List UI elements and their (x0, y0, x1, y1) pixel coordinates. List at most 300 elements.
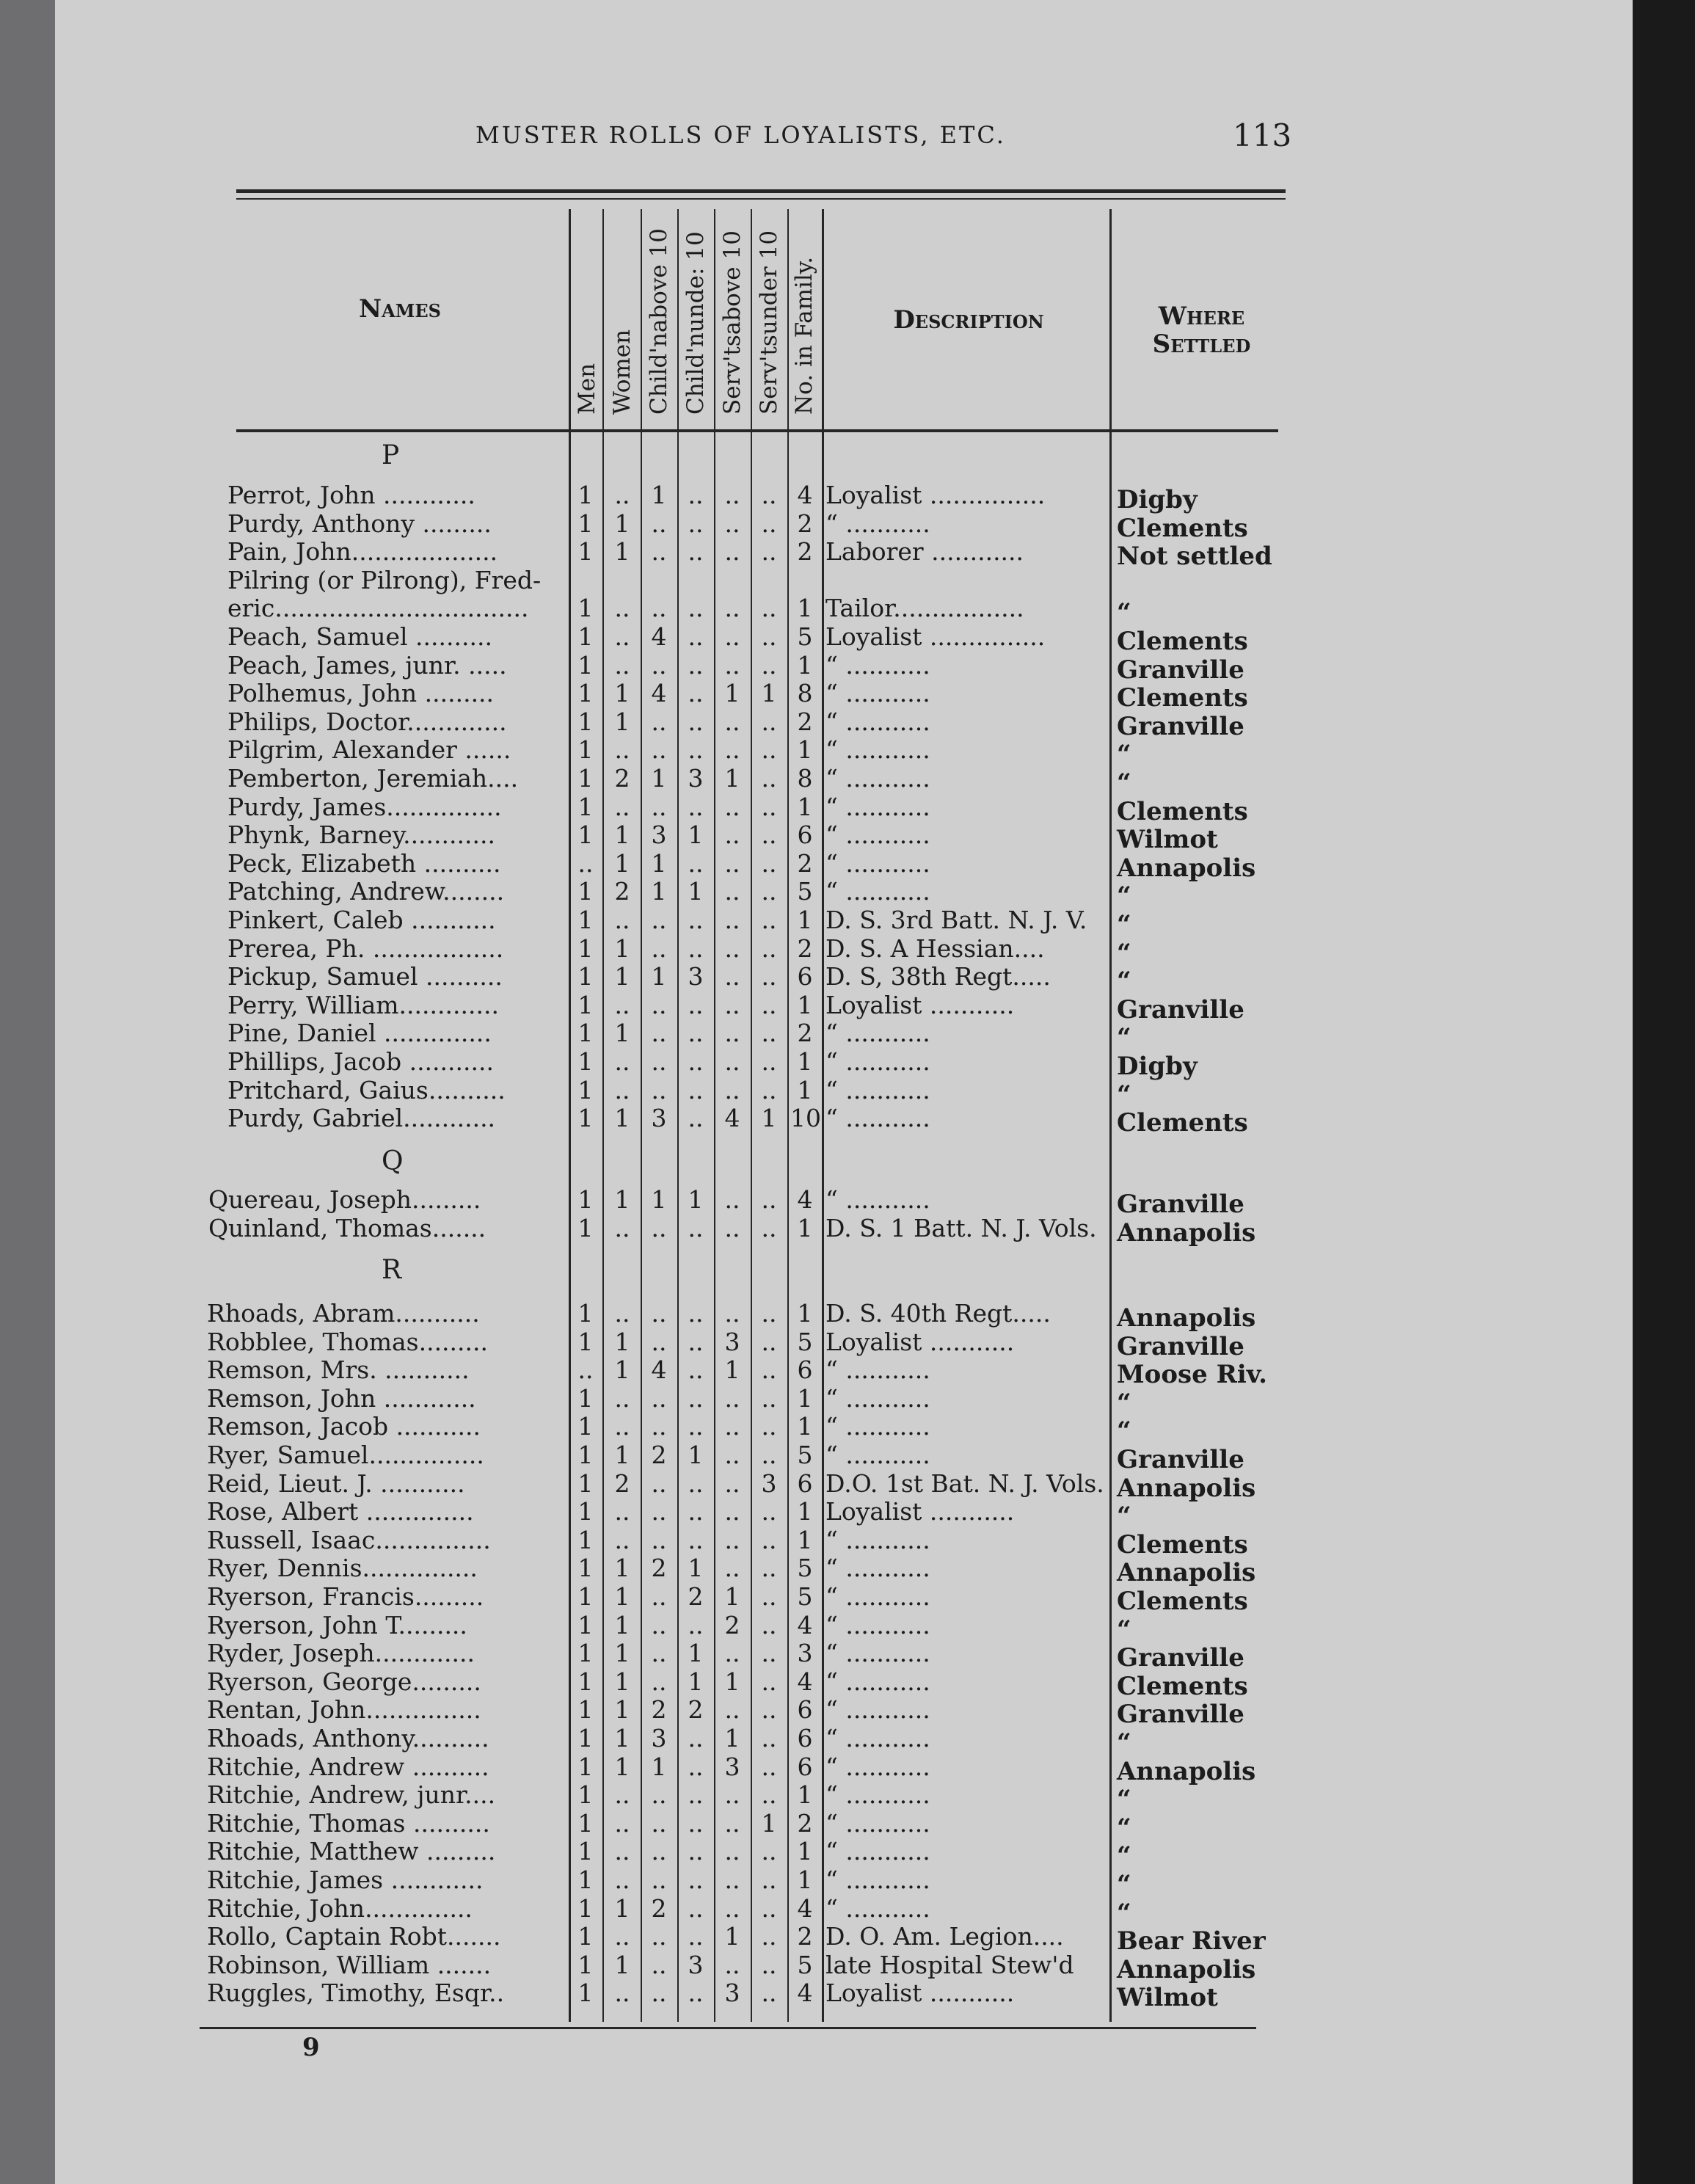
description-cell: “ ........... (825, 1582, 930, 1611)
description-cell: “ ........... (825, 1104, 930, 1132)
description-cell: late Hospital Stew'd (825, 1951, 1074, 1979)
where-settled-cell: Granville (1117, 1643, 1244, 1672)
name-cell: Remson, John ............ (207, 1384, 476, 1413)
serv-above-cell: 3 (724, 1979, 740, 2007)
child-under-cell: 1 (688, 1667, 704, 1696)
child-above-cell: .. (651, 1780, 667, 1809)
women-cell: .. (614, 1047, 630, 1076)
where-settled-cell: Clements (1117, 627, 1248, 656)
family-cell: 6 (797, 1355, 813, 1384)
family-cell: 6 (797, 962, 813, 991)
table-row (208, 1214, 1283, 1248)
women-cell: 1 (614, 934, 630, 963)
women-cell: .. (614, 1412, 630, 1441)
name-cell: Ruggles, Timothy, Esqr.. (207, 1979, 505, 2007)
serv-under-cell: .. (761, 1724, 777, 1752)
child-under-cell: .. (688, 537, 704, 566)
women-cell: 2 (614, 1469, 630, 1498)
child-under-cell: .. (688, 1922, 704, 1951)
child-above-cell: .. (651, 1412, 667, 1441)
table-row (207, 1780, 1283, 1814)
name-cell: Pilgrim, Alexander ...... (227, 735, 511, 764)
women-cell: 1 (614, 1752, 630, 1781)
col-header-serv-above: Serv'tsabove 10 (719, 230, 746, 415)
serv-above-cell: .. (724, 906, 740, 934)
serv-under-cell: 1 (761, 1104, 777, 1132)
serv-under-cell: .. (761, 1951, 777, 1979)
men-cell: 1 (577, 1299, 594, 1328)
child-under-cell: 2 (688, 1695, 704, 1724)
description-cell: Tailor................. (825, 594, 1024, 622)
women-cell: 1 (614, 1695, 630, 1724)
child-above-cell: .. (651, 1526, 667, 1554)
table-row (211, 1104, 1283, 1138)
description-cell: “ ........... (825, 1355, 930, 1384)
child-under-cell: .. (688, 934, 704, 963)
men-cell: 1 (577, 1780, 594, 1809)
family-cell: 5 (797, 622, 813, 651)
table-row (207, 1611, 1283, 1645)
where-settled-cell: Annapolis (1117, 1757, 1256, 1786)
serv-above-cell: .. (724, 1214, 740, 1242)
serv-under-cell: .. (761, 906, 777, 934)
family-cell: 1 (797, 1299, 813, 1328)
table-row (208, 1185, 1283, 1219)
women-cell: 1 (614, 707, 630, 736)
family-cell: 4 (797, 1185, 813, 1214)
family-cell: 1 (797, 1866, 813, 1894)
where-settled-cell: Annapolis (1117, 1474, 1256, 1503)
table-row (207, 1695, 1283, 1729)
women-cell: .. (614, 1076, 630, 1104)
child-above-cell: 1 (651, 962, 667, 991)
table-row (211, 679, 1283, 713)
women-cell: .. (614, 793, 630, 821)
serv-under-cell: .. (761, 962, 777, 991)
serv-above-cell: .. (724, 1639, 740, 1667)
name-cell: Pritchard, Gaius.......... (227, 1076, 506, 1104)
name-cell: Ryer, Dennis............... (207, 1554, 478, 1582)
where-settled-cell: Clements (1117, 797, 1248, 826)
where-settled-cell: Annapolis (1117, 853, 1256, 883)
where-settled-cell: “ (1117, 1785, 1131, 1814)
serv-above-cell: .. (724, 991, 740, 1019)
serv-above-cell: 1 (724, 1724, 740, 1752)
name-cell: Quereau, Joseph......... (208, 1185, 481, 1214)
women-cell: .. (614, 735, 630, 764)
table-row (211, 651, 1283, 685)
serv-under-cell: .. (761, 1894, 777, 1923)
child-under-cell: .. (688, 793, 704, 821)
name-cell: eric................................. (227, 594, 529, 622)
description-cell: “ ........... (825, 1076, 930, 1104)
description-cell: Loyalist ........... (825, 1979, 1015, 2007)
family-cell: 3 (797, 1639, 813, 1667)
child-above-cell: .. (651, 1299, 667, 1328)
women-cell: 1 (614, 1185, 630, 1214)
where-settled-cell: “ (1117, 740, 1131, 769)
child-above-cell: 1 (651, 1752, 667, 1781)
serv-under-cell: .. (761, 877, 777, 906)
name-cell: Perry, William............. (227, 991, 499, 1019)
name-cell: Ritchie, Thomas .......... (207, 1809, 490, 1838)
serv-above-cell: .. (724, 1047, 740, 1076)
table-row (207, 1724, 1283, 1758)
serv-above-cell: .. (724, 1526, 740, 1554)
child-above-cell: 2 (651, 1695, 667, 1724)
serv-above-cell: .. (724, 1412, 740, 1441)
description-cell: D. S. 3rd Batt. N. J. V. (825, 906, 1087, 934)
table-row (207, 1554, 1283, 1587)
child-above-cell: .. (651, 1497, 667, 1526)
serv-under-cell: .. (761, 1185, 777, 1214)
name-cell: Ritchie, Andrew .......... (207, 1752, 489, 1781)
serv-under-cell: .. (761, 1979, 777, 2007)
table-row (211, 537, 1283, 571)
child-above-cell: .. (651, 537, 667, 566)
women-cell: .. (614, 1299, 630, 1328)
family-cell: 6 (797, 820, 813, 849)
child-above-cell: 4 (651, 1355, 667, 1384)
child-under-cell: .. (688, 509, 704, 538)
men-cell: 1 (577, 481, 594, 509)
where-settled-cell: Bear River (1117, 1926, 1266, 1956)
child-under-cell: .. (688, 1837, 704, 1866)
name-cell: Phynk, Barney............ (227, 820, 495, 849)
women-cell: 1 (614, 1724, 630, 1752)
family-cell: 2 (797, 509, 813, 538)
serv-under-cell: .. (761, 1047, 777, 1076)
where-settled-cell: Annapolis (1117, 1303, 1256, 1333)
where-settled-cell: “ (1117, 1080, 1131, 1110)
family-cell: 6 (797, 1752, 813, 1781)
child-above-cell: .. (651, 793, 667, 821)
col-header-child-under: Child'nunde: 10 (682, 231, 709, 415)
family-cell: 8 (797, 764, 813, 793)
child-above-cell: .. (651, 594, 667, 622)
top-rule-thick (236, 189, 1286, 193)
serv-under-cell: .. (761, 1412, 777, 1441)
men-cell: 1 (577, 934, 594, 963)
women-cell: .. (614, 1780, 630, 1809)
name-cell: Russell, Isaac............... (207, 1526, 491, 1554)
women-cell: 1 (614, 1639, 630, 1667)
men-cell: 1 (577, 962, 594, 991)
description-cell: “ ........... (825, 1809, 930, 1838)
family-cell: 5 (797, 877, 813, 906)
description-cell: “ ........... (825, 1019, 930, 1047)
men-cell: 1 (577, 537, 594, 566)
men-cell: 1 (577, 1611, 594, 1639)
family-cell: 8 (797, 679, 813, 707)
serv-under-cell: .. (761, 509, 777, 538)
family-cell: 4 (797, 481, 813, 509)
table-bottom-rule (200, 2027, 1256, 2029)
serv-under-cell: .. (761, 537, 777, 566)
where-settled-cell: Not settled (1117, 542, 1272, 571)
scan-margin (0, 0, 59, 2184)
table-row (207, 1667, 1283, 1701)
child-above-cell: .. (651, 1214, 667, 1242)
where-settled-cell: “ (1117, 1502, 1131, 1531)
description-cell: “ ........... (825, 1185, 930, 1214)
child-under-cell: .. (688, 1979, 704, 2007)
women-cell: 1 (614, 679, 630, 707)
name-cell: Ritchie, James ............ (207, 1866, 484, 1894)
women-cell: .. (614, 622, 630, 651)
child-above-cell: .. (651, 1328, 667, 1356)
family-cell: 1 (797, 991, 813, 1019)
child-above-cell: .. (651, 1611, 667, 1639)
serv-above-cell: .. (724, 1809, 740, 1838)
where-settled-cell: Moose Riv. (1117, 1360, 1267, 1389)
serv-under-cell: .. (761, 849, 777, 878)
men-cell: 1 (577, 1185, 594, 1214)
child-under-cell: 1 (688, 1185, 704, 1214)
name-cell: Robblee, Thomas......... (207, 1328, 488, 1356)
name-cell: Pemberton, Jeremiah.... (227, 764, 519, 793)
child-under-cell: .. (688, 1328, 704, 1356)
where-settled-cell: “ (1117, 768, 1131, 798)
serv-under-cell: .. (761, 1526, 777, 1554)
serv-above-cell: .. (724, 509, 740, 538)
description-cell: D. S. 40th Regt..... (825, 1299, 1051, 1328)
serv-under-cell: 1 (761, 679, 777, 707)
men-cell: 1 (577, 991, 594, 1019)
serv-above-cell: .. (724, 594, 740, 622)
men-cell: 1 (577, 1894, 594, 1923)
serv-under-cell: .. (761, 820, 777, 849)
where-settled-cell: “ (1117, 1615, 1131, 1645)
women-cell: 1 (614, 820, 630, 849)
name-cell: Ryder, Joseph............. (207, 1639, 475, 1667)
name-cell: Rhoads, Abram........... (207, 1299, 480, 1328)
men-cell: .. (577, 849, 594, 878)
serv-under-cell: 3 (761, 1469, 777, 1498)
serv-under-cell: .. (761, 1866, 777, 1894)
serv-above-cell: .. (724, 1554, 740, 1582)
men-cell: 1 (577, 509, 594, 538)
serv-above-cell: 1 (724, 679, 740, 707)
where-settled-cell: Granville (1117, 1700, 1244, 1729)
table-row (211, 820, 1283, 854)
child-under-cell: 1 (688, 1554, 704, 1582)
table-row (207, 1979, 1283, 2012)
family-cell: 2 (797, 934, 813, 963)
family-cell: 1 (797, 1214, 813, 1242)
serv-above-cell: .. (724, 735, 740, 764)
table-row (207, 1412, 1283, 1446)
child-above-cell: 2 (651, 1894, 667, 1923)
women-cell: 2 (614, 877, 630, 906)
serv-under-cell: .. (761, 707, 777, 736)
name-cell: Robinson, William ....... (207, 1951, 492, 1979)
child-above-cell: 3 (651, 1724, 667, 1752)
serv-above-cell: 1 (724, 1667, 740, 1696)
table-row (211, 1019, 1283, 1052)
table-row (211, 849, 1283, 883)
where-settled-cell: Granville (1117, 1445, 1244, 1474)
section-letter: Q (382, 1146, 404, 1176)
women-cell: .. (614, 1979, 630, 2007)
men-cell: 1 (577, 1497, 594, 1526)
name-cell: Philips, Doctor............. (227, 707, 507, 736)
name-cell: Patching, Andrew........ (227, 877, 505, 906)
family-cell: 5 (797, 1951, 813, 1979)
serv-above-cell: 4 (724, 1104, 740, 1132)
name-cell: Ryerson, George......... (207, 1667, 481, 1696)
where-settled-cell: Granville (1117, 1332, 1244, 1361)
serv-above-cell: .. (724, 1076, 740, 1104)
table-row (207, 1809, 1283, 1843)
serv-above-cell: .. (724, 934, 740, 963)
women-cell: .. (614, 1866, 630, 1894)
family-cell: 6 (797, 1695, 813, 1724)
table-row (211, 1047, 1283, 1081)
men-cell: 1 (577, 1979, 594, 2007)
serv-above-cell: .. (724, 481, 740, 509)
description-cell: “ ........... (825, 1894, 930, 1923)
women-cell: 1 (614, 962, 630, 991)
child-under-cell: .. (688, 991, 704, 1019)
women-cell: 1 (614, 1441, 630, 1469)
child-under-cell: .. (688, 1076, 704, 1104)
family-cell: 1 (797, 1497, 813, 1526)
men-cell: 1 (577, 707, 594, 736)
women-cell: 1 (614, 1951, 630, 1979)
name-cell: Pine, Daniel .............. (227, 1019, 492, 1047)
table-row (207, 1469, 1283, 1503)
name-cell: Perrot, John ............ (227, 481, 475, 509)
child-above-cell: 3 (651, 820, 667, 849)
description-cell: D. S. A Hessian.... (825, 934, 1045, 963)
table-row (211, 764, 1283, 798)
serv-above-cell: .. (724, 1299, 740, 1328)
table-row (211, 509, 1283, 543)
where-settled-cell: Clements (1117, 1108, 1248, 1138)
child-under-cell: .. (688, 1214, 704, 1242)
family-cell: 1 (797, 1412, 813, 1441)
child-above-cell: 4 (651, 622, 667, 651)
table-row (207, 1355, 1283, 1389)
child-under-cell: .. (688, 1724, 704, 1752)
description-cell: “ ........... (825, 1412, 930, 1441)
men-cell: 1 (577, 1724, 594, 1752)
family-cell: 4 (797, 1667, 813, 1696)
description-cell: “ ........... (825, 707, 930, 736)
serv-under-cell: .. (761, 934, 777, 963)
name-cell: Purdy, Gabriel............ (227, 1104, 496, 1132)
serv-under-cell: .. (761, 793, 777, 821)
serv-under-cell: .. (761, 991, 777, 1019)
serv-under-cell: .. (761, 1497, 777, 1526)
where-settled-cell: “ (1117, 910, 1131, 939)
table-row (207, 1526, 1283, 1559)
men-cell: 1 (577, 1667, 594, 1696)
table-row (207, 1639, 1283, 1672)
child-above-cell: .. (651, 1667, 667, 1696)
family-cell: 2 (797, 849, 813, 878)
family-cell: 4 (797, 1979, 813, 2007)
where-settled-cell: “ (1117, 1416, 1131, 1446)
name-cell: Pilring (or Pilrong), Fred- (227, 566, 542, 594)
family-cell: 1 (797, 1780, 813, 1809)
child-above-cell: 4 (651, 679, 667, 707)
description-cell: “ ........... (825, 764, 930, 793)
description-cell: “ ........... (825, 651, 930, 680)
description-cell: “ ........... (825, 1752, 930, 1781)
child-above-cell: 1 (651, 481, 667, 509)
table-row (211, 991, 1283, 1024)
where-settled-cell: Clements (1117, 514, 1248, 543)
section-letter: P (382, 440, 400, 470)
top-rule-thin (236, 198, 1286, 200)
serv-above-cell: .. (724, 1780, 740, 1809)
child-under-cell: .. (688, 622, 704, 651)
child-under-cell: .. (688, 1047, 704, 1076)
child-under-cell: .. (688, 735, 704, 764)
description-cell: “ ........... (825, 1695, 930, 1724)
name-cell: Ryerson, John T......... (207, 1611, 467, 1639)
table-row (211, 735, 1283, 769)
serv-under-cell: .. (761, 651, 777, 680)
name-cell: Rhoads, Anthony.......... (207, 1724, 489, 1752)
description-cell: “ ........... (825, 1639, 930, 1667)
family-cell: 1 (797, 906, 813, 934)
serv-above-cell: 1 (724, 1582, 740, 1611)
family-cell: 2 (797, 1019, 813, 1047)
name-cell: Purdy, Anthony ......... (227, 509, 492, 538)
where-settled-cell: Wilmot (1117, 825, 1218, 854)
family-cell: 2 (797, 707, 813, 736)
men-cell: 1 (577, 1469, 594, 1498)
serv-above-cell: .. (724, 1384, 740, 1413)
child-above-cell: .. (651, 1469, 667, 1498)
table-row (211, 877, 1283, 911)
description-cell: Laborer ............ (825, 537, 1024, 566)
men-cell: 1 (577, 906, 594, 934)
child-under-cell: .. (688, 1780, 704, 1809)
family-cell: 1 (797, 594, 813, 622)
child-above-cell: .. (651, 1922, 667, 1951)
table-row (207, 1328, 1283, 1361)
description-cell: Loyalist ........... (825, 1328, 1015, 1356)
child-under-cell: 1 (688, 1441, 704, 1469)
child-above-cell: .. (651, 1837, 667, 1866)
men-cell: 1 (577, 1019, 594, 1047)
men-cell: 1 (577, 1047, 594, 1076)
table-row (211, 707, 1283, 741)
description-cell: “ ........... (825, 1866, 930, 1894)
serv-above-cell: .. (724, 1894, 740, 1923)
col-header-women: Women (609, 329, 635, 415)
men-cell: 1 (577, 820, 594, 849)
serv-above-cell: .. (724, 962, 740, 991)
name-cell: Rollo, Captain Robt....... (207, 1922, 501, 1951)
women-cell: 1 (614, 537, 630, 566)
women-cell: 1 (614, 1328, 630, 1356)
where-settled-cell: Annapolis (1117, 1558, 1256, 1587)
name-cell: Remson, Mrs. ........... (207, 1355, 470, 1384)
name-cell: Reid, Lieut. J. ........... (207, 1469, 465, 1498)
table-row (207, 1922, 1283, 1956)
men-cell: 1 (577, 1922, 594, 1951)
men-cell: 1 (577, 1214, 594, 1242)
table-row (207, 1497, 1283, 1531)
women-cell: 1 (614, 1019, 630, 1047)
serv-above-cell: .. (724, 877, 740, 906)
men-cell: 1 (577, 1582, 594, 1611)
